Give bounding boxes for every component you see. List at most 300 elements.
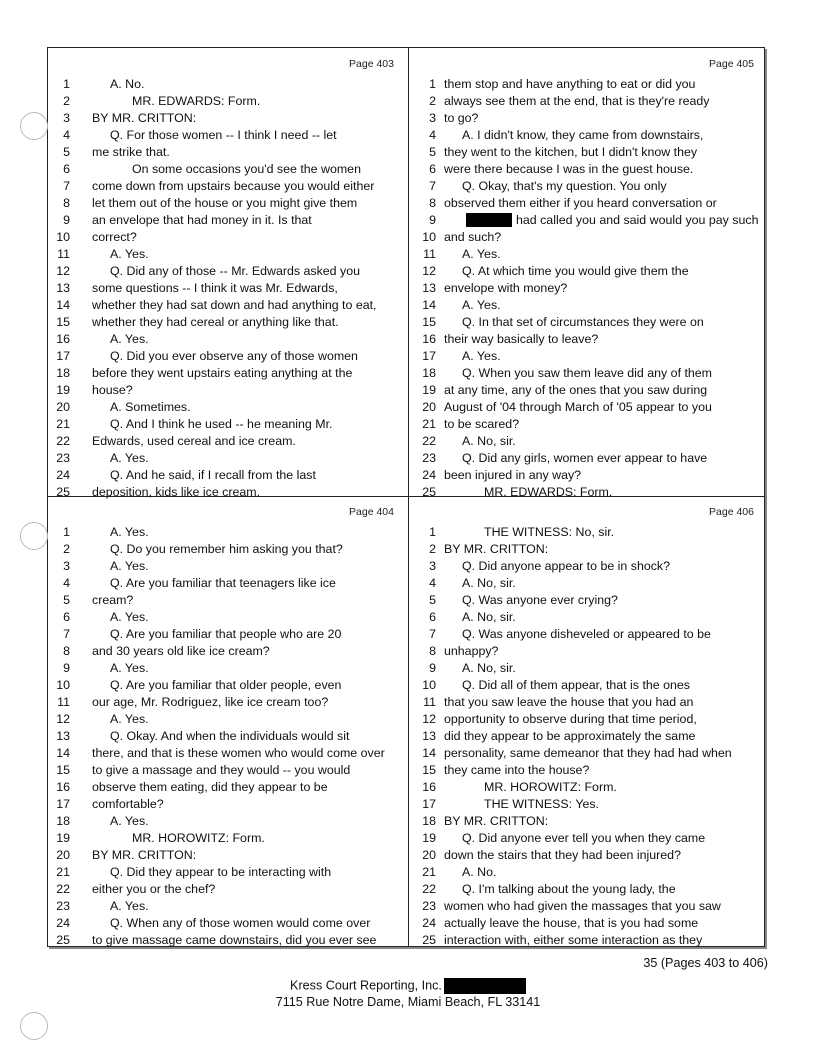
line-text: envelope with money? <box>444 281 568 295</box>
transcript-line <box>429 110 762 127</box>
transcript-line <box>56 348 402 365</box>
line-number: 3 <box>429 111 436 125</box>
line-number: 9 <box>63 213 70 227</box>
transcript-line <box>422 779 762 796</box>
line-text: A. No. <box>110 77 145 91</box>
transcript-line <box>429 212 762 229</box>
line-text: A. No. <box>462 865 497 879</box>
line-text: and 30 years old like ice cream? <box>92 644 270 658</box>
line-number: 13 <box>56 281 70 295</box>
line-number: 11 <box>423 247 436 261</box>
line-number: 16 <box>422 332 436 346</box>
line-text: MR. HOROWITZ: Form. <box>484 780 617 794</box>
line-number: 9 <box>429 661 436 675</box>
transcript-line <box>422 915 762 932</box>
transcript-line <box>56 331 402 348</box>
transcript-line <box>56 932 402 949</box>
transcript-line <box>56 229 402 246</box>
line-number: 23 <box>56 899 70 913</box>
transcript-line <box>429 558 762 575</box>
transcript-line <box>422 416 762 433</box>
transcript-line <box>63 76 402 93</box>
transcript-line <box>63 626 402 643</box>
transcript-line <box>56 728 402 745</box>
transcript-line <box>422 484 762 501</box>
line-text: Q. When any of those women would come over <box>110 916 371 930</box>
transcript-line <box>63 558 402 575</box>
line-number: 17 <box>56 349 70 363</box>
line-text: A. I didn't know, they came from downstairs, <box>462 128 704 142</box>
transcript-line <box>429 178 762 195</box>
line-number: 10 <box>56 230 70 244</box>
line-text: Q. Are you familiar that older people, even <box>110 678 342 692</box>
transcript-line <box>422 728 762 745</box>
line-number: 2 <box>63 542 70 556</box>
page-405-panel <box>422 58 762 499</box>
page-number-label: Page 403 <box>349 58 394 70</box>
line-number: 25 <box>422 485 436 499</box>
line-text: Q. Did anyone appear to be in shock? <box>462 559 671 573</box>
line-text: observe them eating, did they appear to be <box>92 780 328 794</box>
punch-hole <box>20 1012 48 1040</box>
transcript-line <box>56 847 402 864</box>
line-text: an envelope that had money in it. Is that <box>92 213 312 227</box>
transcript-line <box>56 416 402 433</box>
line-text: BY MR. CRITTON: <box>444 542 549 556</box>
line-text: Q. Do you remember him asking you that? <box>110 542 343 556</box>
line-text: Q. At which time you would give them the <box>462 264 689 278</box>
line-text: always see them at the end, that is they're ready <box>444 94 710 108</box>
line-number: 21 <box>56 417 70 431</box>
transcript-line <box>422 348 762 365</box>
line-number: 10 <box>422 678 436 692</box>
line-text: correct? <box>92 230 137 244</box>
line-text: Q. When you saw them leave did any of them <box>462 366 713 380</box>
line-number: 15 <box>422 763 436 777</box>
line-number: 7 <box>63 179 70 193</box>
line-number: 1 <box>63 525 70 539</box>
transcript-line <box>429 643 762 660</box>
line-number: 20 <box>56 848 70 862</box>
line-number: 11 <box>57 247 70 261</box>
transcript-line <box>422 813 762 830</box>
line-text: BY MR. CRITTON: <box>92 111 197 125</box>
line-number: 10 <box>422 230 436 244</box>
line-text: to go? <box>444 111 479 125</box>
transcript-line <box>63 195 402 212</box>
line-number: 24 <box>56 468 70 482</box>
line-text: interaction with, either some interaction as they <box>444 933 703 947</box>
line-text: A. Sometimes. <box>110 400 191 414</box>
transcript-line <box>422 263 762 280</box>
line-number: 24 <box>422 916 436 930</box>
transcript-line <box>56 382 402 399</box>
line-number: 24 <box>422 468 436 482</box>
page-404-panel <box>56 506 402 947</box>
line-text: A. No, sir. <box>462 610 516 624</box>
line-text: Q. Did they appear to be interacting with <box>110 865 332 879</box>
line-number: 8 <box>63 644 70 658</box>
line-text: did they appear to be approximately the same <box>444 729 696 743</box>
transcript-line <box>429 626 762 643</box>
line-number: 3 <box>429 559 436 573</box>
page-number-label: Page 405 <box>709 58 754 70</box>
line-text: let them out of the house or you might give them <box>92 196 358 210</box>
line-text: A. Yes. <box>462 349 501 363</box>
transcript-line <box>429 76 762 93</box>
line-number: 4 <box>429 576 436 590</box>
line-number: 19 <box>422 383 436 397</box>
transcript-line <box>422 881 762 898</box>
line-number: 23 <box>56 451 70 465</box>
transcript-line <box>63 212 402 229</box>
line-number: 2 <box>429 542 436 556</box>
transcript-line <box>56 864 402 881</box>
line-number: 5 <box>63 145 70 159</box>
company-name: Kress Court Reporting, Inc. <box>290 978 442 993</box>
line-text: to give a massage and they would -- you would <box>92 763 351 777</box>
line-text: Q. Was anyone ever crying? <box>462 593 618 607</box>
transcript-line <box>429 127 762 144</box>
transcript-line <box>56 433 402 450</box>
transcript-lines <box>422 524 762 949</box>
transcript-line <box>56 711 402 728</box>
line-text: On some occasions you'd see the women <box>132 162 361 176</box>
line-number: 11 <box>423 695 436 709</box>
transcript-line <box>422 847 762 864</box>
line-number: 21 <box>422 865 436 879</box>
line-text: Q. Was anyone disheveled or appeared to be <box>462 627 711 641</box>
transcript-line <box>422 433 762 450</box>
line-number: 7 <box>429 179 436 193</box>
transcript-line <box>56 762 402 779</box>
transcript-line <box>56 677 402 694</box>
line-text: there, and that is these women who would come over <box>92 746 385 760</box>
line-text: A. Yes. <box>110 661 149 675</box>
transcript-line <box>56 779 402 796</box>
line-number: 6 <box>63 162 70 176</box>
line-number: 8 <box>429 644 436 658</box>
line-number: 3 <box>63 559 70 573</box>
line-number: 23 <box>422 451 436 465</box>
transcript-line <box>63 144 402 161</box>
line-number: 22 <box>422 434 436 448</box>
transcript-line <box>56 365 402 382</box>
line-text: observed them either if you heard conversation or <box>444 196 717 210</box>
line-text: Q. Did any of those -- Mr. Edwards asked you <box>110 264 360 278</box>
line-text: A. Yes. <box>110 610 149 624</box>
transcript-line <box>56 796 402 813</box>
line-text: A. Yes. <box>110 712 149 726</box>
line-text: Q. Did all of them appear, that is the ones <box>462 678 690 692</box>
line-number: 19 <box>422 831 436 845</box>
line-number: 17 <box>422 349 436 363</box>
transcript-line <box>63 575 402 592</box>
line-text: Q. Did you ever observe any of those women <box>110 349 358 363</box>
line-text: Q. Are you familiar that teenagers like ice <box>110 576 336 590</box>
line-text: MR. EDWARDS: Form. <box>132 94 261 108</box>
line-number: 2 <box>429 94 436 108</box>
line-text: A. Yes. <box>110 559 149 573</box>
line-number: 18 <box>56 814 70 828</box>
transcript-line <box>56 467 402 484</box>
transcript-line <box>63 178 402 195</box>
line-text: to give massage came downstairs, did you ever see <box>92 933 377 947</box>
transcript-line <box>422 745 762 762</box>
line-number: 10 <box>56 678 70 692</box>
line-text: and such? <box>444 230 502 244</box>
transcript-lines <box>56 524 402 949</box>
line-text: deposition, kids like ice cream. <box>92 485 261 499</box>
line-number: 18 <box>56 366 70 380</box>
line-number: 1 <box>429 525 436 539</box>
line-number: 5 <box>429 593 436 607</box>
transcript-line <box>422 450 762 467</box>
line-number: 15 <box>56 315 70 329</box>
line-number: 6 <box>63 610 70 624</box>
line-text: Q. And he said, if I recall from the last <box>110 468 316 482</box>
line-text: their way basically to leave? <box>444 332 599 346</box>
line-text: A. Yes. <box>110 899 149 913</box>
page-number-label: Page 406 <box>709 506 754 518</box>
transcript-line <box>63 93 402 110</box>
redaction-box <box>444 978 526 994</box>
line-number: 23 <box>422 899 436 913</box>
line-number: 8 <box>63 196 70 210</box>
line-text: Q. And I think he used -- he meaning Mr. <box>110 417 333 431</box>
transcript-lines <box>422 76 762 501</box>
transcript-line <box>56 280 402 297</box>
line-text: THE WITNESS: No, sir. <box>484 525 615 539</box>
line-number: 5 <box>63 593 70 607</box>
line-text: comfortable? <box>92 797 164 811</box>
line-text: A. No, sir. <box>462 661 516 675</box>
line-text: August of '04 through March of '05 appear to you <box>444 400 712 414</box>
line-text: BY MR. CRITTON: <box>444 814 549 828</box>
transcript-line <box>56 881 402 898</box>
line-text: house? <box>92 383 133 397</box>
line-number: 21 <box>56 865 70 879</box>
transcript-line <box>56 915 402 932</box>
line-text: Q. Okay, that's my question. You only <box>462 179 667 193</box>
line-text: A. No, sir. <box>462 434 516 448</box>
transcript-line <box>422 711 762 728</box>
line-number: 4 <box>63 576 70 590</box>
transcript-line <box>422 467 762 484</box>
line-number: 12 <box>422 264 436 278</box>
line-text: cream? <box>92 593 134 607</box>
transcript-line <box>422 796 762 813</box>
line-text: A. Yes. <box>110 814 149 828</box>
line-text: opportunity to observe during that time period, <box>444 712 697 726</box>
page-number-label: Page 404 <box>349 506 394 518</box>
transcript-line <box>422 932 762 949</box>
line-number: 11 <box>57 695 70 709</box>
line-text: Q. For those women -- I think I need -- let <box>110 128 337 142</box>
punch-hole <box>20 112 48 140</box>
line-text: Q. Are you familiar that people who are 20 <box>110 627 342 641</box>
line-number: 25 <box>56 485 70 499</box>
transcript-line <box>422 314 762 331</box>
line-text: Q. Did any girls, women ever appear to have <box>462 451 708 465</box>
line-text: THE WITNESS: Yes. <box>484 797 599 811</box>
line-number: 19 <box>56 831 70 845</box>
transcript-line <box>429 144 762 161</box>
transcript-line <box>429 575 762 592</box>
line-number: 7 <box>429 627 436 641</box>
line-text: at any time, any of the ones that you saw during <box>444 383 708 397</box>
transcript-line <box>422 297 762 314</box>
transcript-line <box>422 864 762 881</box>
line-text: down the stairs that they had been injured? <box>444 848 681 862</box>
transcript-line <box>63 592 402 609</box>
line-text: MR. HOROWITZ: Form. <box>132 831 265 845</box>
line-text: A. Yes. <box>462 247 501 261</box>
line-text: had called you and said would you pay such <box>516 213 759 227</box>
line-number: 24 <box>56 916 70 930</box>
transcript-line <box>422 280 762 297</box>
line-text: me strike that. <box>92 145 170 159</box>
line-number: 21 <box>422 417 436 431</box>
line-text: that you saw leave the house that you had an <box>444 695 694 709</box>
line-number: 16 <box>56 780 70 794</box>
transcript-line <box>429 541 762 558</box>
page-403-panel <box>56 58 402 499</box>
transcript-line <box>63 609 402 626</box>
line-number: 3 <box>63 111 70 125</box>
line-text: A. Yes. <box>110 451 149 465</box>
line-text: A. No, sir. <box>462 576 516 590</box>
transcript-line <box>429 660 762 677</box>
transcript-line <box>423 694 762 711</box>
line-text: whether they had sat down and had anything to eat, <box>92 298 377 312</box>
transcript-line <box>422 830 762 847</box>
transcript-lines <box>56 76 402 501</box>
line-number: 1 <box>63 77 70 91</box>
transcript-line <box>63 161 402 178</box>
transcript-line <box>429 161 762 178</box>
line-number: 12 <box>422 712 436 726</box>
transcript-line <box>57 246 402 263</box>
transcript-line <box>429 93 762 110</box>
transcript-line <box>422 382 762 399</box>
line-number: 14 <box>422 298 436 312</box>
punch-hole <box>20 522 48 550</box>
transcript-line <box>56 898 402 915</box>
line-number: 9 <box>63 661 70 675</box>
transcript-line <box>63 660 402 677</box>
transcript-line <box>56 297 402 314</box>
line-text: Q. Okay. And when the individuals would sit <box>110 729 350 743</box>
line-number: 14 <box>56 298 70 312</box>
line-text: some questions -- I think it was Mr. Edwards, <box>92 281 338 295</box>
transcript-line <box>422 331 762 348</box>
transcript-line <box>56 314 402 331</box>
line-text: BY MR. CRITTON: <box>92 848 197 862</box>
line-number: 22 <box>422 882 436 896</box>
line-number: 12 <box>56 264 70 278</box>
transcript-line <box>429 609 762 626</box>
transcript-line <box>422 898 762 915</box>
line-text: Q. Did anyone ever tell you when they came <box>462 831 706 845</box>
transcript-line <box>422 229 762 246</box>
line-number: 7 <box>63 627 70 641</box>
transcript-line <box>422 762 762 779</box>
line-text: been injured in any way? <box>444 468 582 482</box>
line-number: 16 <box>422 780 436 794</box>
transcript-line <box>56 813 402 830</box>
line-text: MR. EDWARDS: Form. <box>484 485 613 499</box>
line-number: 18 <box>422 814 436 828</box>
company-address: 7115 Rue Notre Dame, Miami Beach, FL 33141 <box>275 995 541 1009</box>
line-number: 6 <box>429 610 436 624</box>
line-number: 22 <box>56 882 70 896</box>
transcript-line <box>56 484 402 501</box>
line-text: Edwards, used cereal and ice cream. <box>92 434 296 448</box>
line-text: our age, Mr. Rodriguez, like ice cream too? <box>92 695 329 709</box>
line-number: 6 <box>429 162 436 176</box>
line-text: before they went upstairs eating anything at the <box>92 366 353 380</box>
line-number: 14 <box>422 746 436 760</box>
transcript-line <box>429 524 762 541</box>
line-number: 16 <box>56 332 70 346</box>
line-text: personality, same demeanor that they had had when <box>444 746 732 760</box>
line-number: 25 <box>56 933 70 947</box>
line-number: 5 <box>429 145 436 159</box>
line-number: 13 <box>56 729 70 743</box>
line-text: them stop and have anything to eat or did you <box>444 77 696 91</box>
line-number: 14 <box>56 746 70 760</box>
page-range-footer: 35 (Pages 403 to 406) <box>643 956 768 970</box>
line-number: 18 <box>422 366 436 380</box>
line-text: were there because I was in the guest house. <box>444 162 694 176</box>
line-number: 13 <box>422 729 436 743</box>
line-number: 1 <box>429 77 436 91</box>
line-text: Q. In that set of circumstances they were on <box>462 315 704 329</box>
column-divider <box>408 48 409 946</box>
line-number: 15 <box>56 763 70 777</box>
line-text: Q. I'm talking about the young lady, the <box>462 882 676 896</box>
line-text: they came into the house? <box>444 763 590 777</box>
transcript-line <box>429 195 762 212</box>
line-number: 15 <box>422 315 436 329</box>
line-number: 13 <box>422 281 436 295</box>
line-text: women who had given the massages that you saw <box>444 899 721 913</box>
line-number: 19 <box>56 383 70 397</box>
company-footer <box>0 978 816 994</box>
redaction-box <box>466 213 512 227</box>
line-number: 20 <box>56 400 70 414</box>
line-number: 22 <box>56 434 70 448</box>
line-number: 17 <box>422 797 436 811</box>
line-text: to be scared? <box>444 417 520 431</box>
transcript-line <box>56 263 402 280</box>
line-number: 20 <box>422 400 436 414</box>
transcript-line <box>422 365 762 382</box>
line-text: A. Yes. <box>110 525 149 539</box>
line-text: whether they had cereal or anything like that. <box>92 315 339 329</box>
transcript-line <box>57 694 402 711</box>
line-number: 4 <box>63 128 70 142</box>
transcript-line <box>56 450 402 467</box>
transcript-line <box>63 127 402 144</box>
line-number: 17 <box>56 797 70 811</box>
line-text: they went to the kitchen, but I didn't know they <box>444 145 698 159</box>
transcript-line <box>422 677 762 694</box>
line-text: A. Yes. <box>110 247 149 261</box>
transcript-line <box>56 830 402 847</box>
line-text: come down from upstairs because you would either <box>92 179 375 193</box>
